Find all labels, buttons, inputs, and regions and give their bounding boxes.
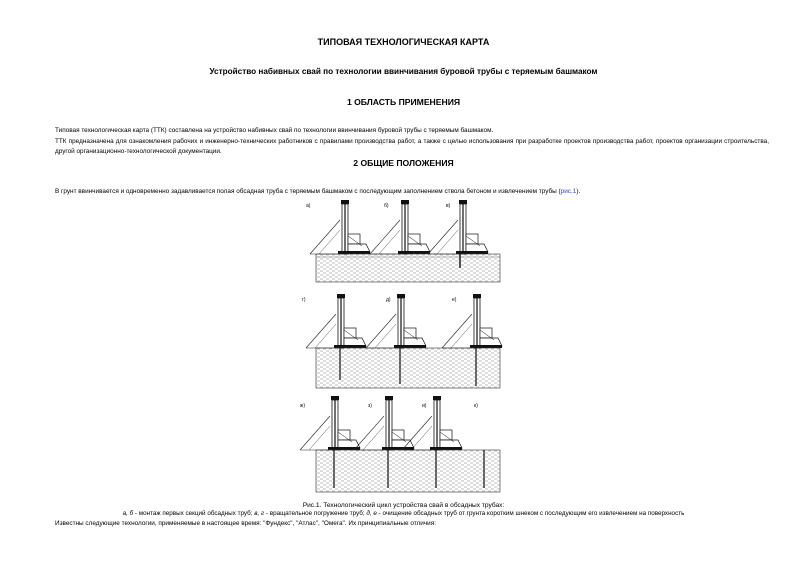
panel-letter: д) <box>386 297 391 303</box>
section-1-paragraph-1: Типовая технологическая карта (ТТК) составлена на устройство набивных свай по технологии ввинчивания буровой трубы с теряемым башмаком. <box>55 127 494 134</box>
section-1-paragraph-2: ТТК предназначена для ознакомления рабочих и инженерно-технических работников с правилами производства работ, а также с целью использования при разработке проектов производства работ, проектов организации строительства, другой организационно-технологической документации. <box>55 138 769 155</box>
figure-row-1 <box>306 200 500 282</box>
panel-letter: ж) <box>300 403 306 409</box>
legend-desc: - монтаж первых секций обсадных труб; <box>133 510 255 517</box>
section-2-paragraph-1 <box>55 187 580 197</box>
figure-1-drawing <box>296 198 518 500</box>
section-2-heading: 2 ОБЩИЕ ПОЛОЖЕНИЯ <box>353 158 454 168</box>
panel-letter: г) <box>302 297 306 303</box>
panel-letter: к) <box>474 403 478 409</box>
section-2-paragraph-2: Известны следующие технологии, применяемые в настоящее время: "Фундекс", "Атлас", "Омега". Их принципиальные отличия: <box>55 520 436 527</box>
panel-letter: е) <box>452 297 457 303</box>
panel-letter: а) <box>306 203 311 209</box>
figure-caption: Рис.1. Технологический цикл устройства свай в обсадных трубах: <box>302 502 505 509</box>
panel-letter: в) <box>446 203 451 209</box>
panel-letter: з) <box>368 403 372 409</box>
figure-row-3 <box>300 396 500 492</box>
legend-term: в, г <box>254 510 265 517</box>
document-title: ТИПОВАЯ ТЕХНОЛОГИЧЕСКАЯ КАРТА <box>317 37 490 47</box>
figure-legend <box>0 510 807 517</box>
legend-desc: - вращательное погружение труб; <box>264 510 367 517</box>
figure-row-2 <box>302 294 502 388</box>
paragraph-text: В грунт ввинчивается и одновременно задавливается полая обсадная труба с теряемым башмаком с последующим заполнением ствола бетоном и извлечением трубы ( <box>55 188 561 195</box>
paragraph-end: ). <box>576 188 581 195</box>
legend-term: а, б <box>122 510 134 517</box>
panel-letter: и) <box>422 403 427 409</box>
legend-desc: - очищение обсадных труб от грунта коротким шнеком с последующим его извлечением на поверхность <box>376 510 685 517</box>
panel-letter: б) <box>384 203 389 209</box>
section-1-heading: 1 ОБЛАСТЬ ПРИМЕНЕНИЯ <box>346 97 461 107</box>
document-subtitle: Устройство набивных свай по технологии ввинчивания буровой трубы с теряемым башмаком <box>209 67 598 76</box>
figure-link[interactable]: рис.1 <box>560 188 577 195</box>
legend-term: д, е <box>366 510 377 517</box>
